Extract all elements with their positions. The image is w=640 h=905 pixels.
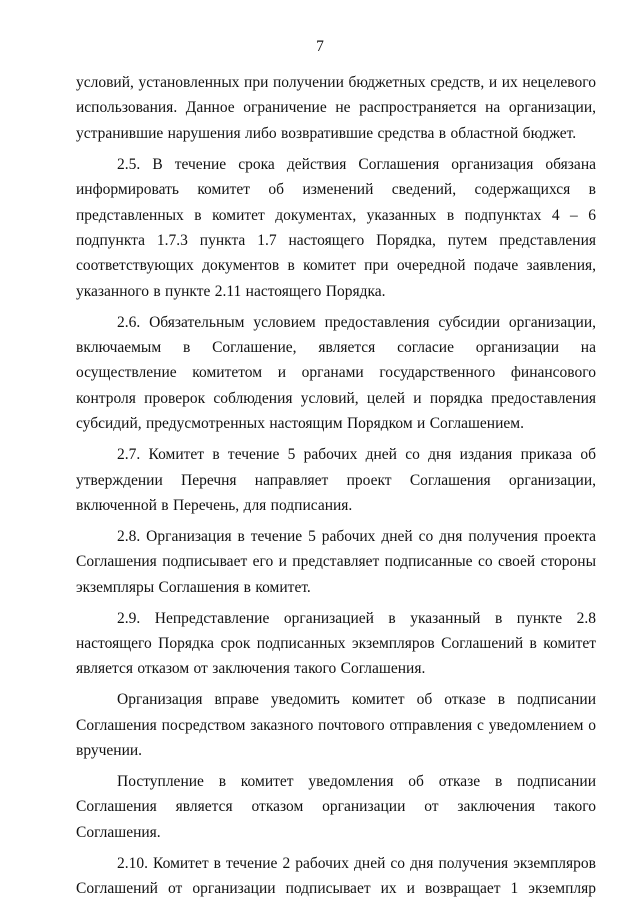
paragraph-2-7: 2.7. Комитет в течение 5 рабочих дней со дня издания приказа об утверждении Перечня направляет проект Соглашения организации, включенной в Перечень, для подписания. bbox=[76, 446, 596, 514]
page-number: 7 bbox=[316, 38, 324, 55]
paragraph-refusal-notice: Организация вправе уведомить комитет об отказе в подписании Соглашения посредством заказного почтового отправления с уведомлением о вручении. bbox=[76, 691, 596, 760]
paragraph-2-8: 2.8. Организация в течение 5 рабочих дней со дня получения проекта Соглашения подписывает его и представляет подписанные со своей стороны экземпляры Соглашения в комитет. bbox=[76, 527, 596, 596]
paragraph-2-6: 2.6. Обязательным условием предоставления субсидии организации, включаемым в Соглашение, является согласие организации на осуществление комитетом и органами государственного финансового контроля проверок соблюдения условий, целей и порядка предоставления субсидий, предусмотренных настоящим Порядком и Соглашением. bbox=[76, 313, 596, 433]
paragraph-2-9: 2.9. Непредставление организацией в указанный в пункте 2.8 настоящего Порядка срок подписанных экземпляров Соглашений в комитет является отказом от заключения такого Соглашения. bbox=[76, 609, 596, 678]
paragraph-2-5: 2.5. В течение срока действия Соглашения организация обязана информировать комитет об изменений сведений, содержащихся в представленных в комитет документах, указанных в подпунктах 4 – 6 подпункта 1.7.3 пункта 1.7 настоящего Порядка, путем представления соответствующих документов в комитет при очередной подаче заявления, указанного в пункте 2.11 настоящего Порядка. bbox=[76, 155, 596, 300]
document-body bbox=[76, 70, 596, 902]
paragraph-2-10: 2.10. Комитет в течение 2 рабочих дней со дня получения экземпляров Соглашений от организации подписывает их и возвращает 1 экземпляр bbox=[76, 854, 596, 898]
paragraph-continuation: условий, установленных при получении бюджетных средств, и их нецелевого использования. Данное ограничение не распространяется на организации, устранившие нарушения либо возвратившие средства в областной бюджет. bbox=[76, 74, 596, 142]
paragraph-refusal-receipt: Поступление в комитет уведомления об отказе в подписании Соглашения является отказом организации от заключения такого Соглашения. bbox=[76, 773, 596, 841]
